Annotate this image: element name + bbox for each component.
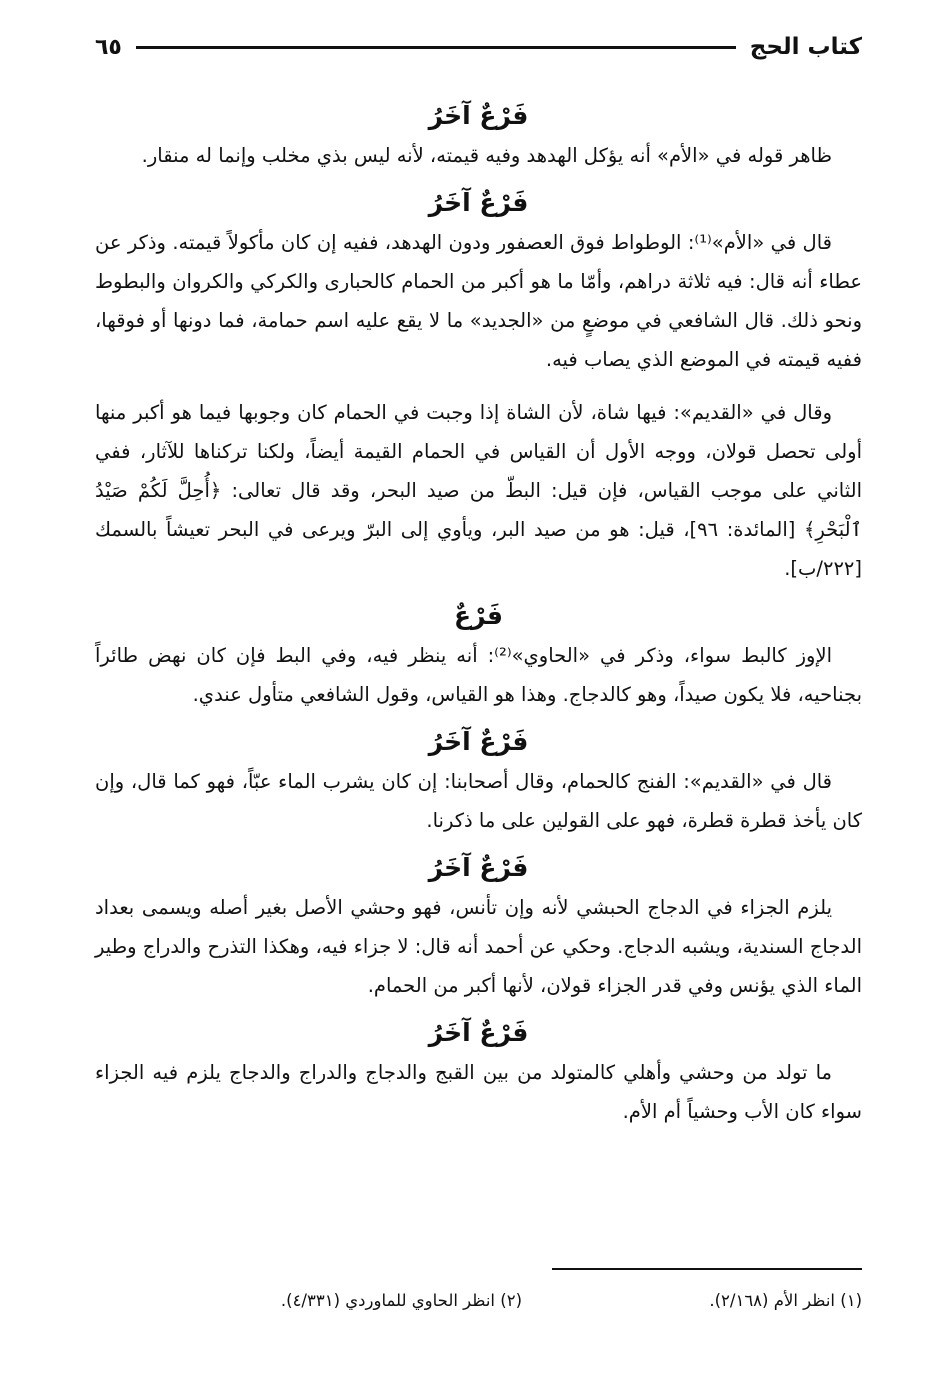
section-5 [95,852,862,1005]
section-heading: فَرْعٌ [454,601,503,630]
paragraph: وقال في «القديم»: فيها شاة، لأن الشاة إذا وجبت في الحمام كان وجوبها فيما هو أكبر منها أولى تحصل قولان، ووجه الأول أن القياس في الحمام القيمة أيضاً، ولكنا تركناها للآثار، ففي الثاني على موجب القياس، فإن قيل: البطّ من صيد البحر، وقد قال تعالى: ﴿أُحِلَّ لَكُمْ صَيْدُ ٱلْبَحْرِ﴾ [المائدة: ٩٦]، قيل: هو من صيد البر، ويأوي إلى البرّ ويرعى في البحر تعيشاً بالسمك [٢٢٢/ب]. [95,401,862,580]
running-title: كتاب الحج [749,34,862,60]
page-number: ٦٥ [95,34,122,60]
paragraph: يلزم الجزاء في الدجاج الحبشي لأنه وإن تأنس، فهو وحشي الأصل بغير أصله ويسمى بعداد الدجاج السندية، ويشبه الدجاج. وحكي عن أحمد أنه قال: لا جزاء فيه، وهكذا التذرح والدراج وطير الماء الذي يؤنس وفي قدر الجزاء قولان، لأنها أكبر من الحمام. [95,896,862,997]
paragraph: قال في «الأم»⁽¹⁾: الوطواط فوق العصفور ودون الهدهد، ففيه إن كان مأكولاً قيمته. وذكر عن عطاء أنه قال: فيه ثلاثة دراهم، وأمّا ما هو أكبر من الحمام كالحبارى والكركي والكروان والبطوط ونحو ذلك. قال الشافعي في موضعٍ من «الجديد» ما لا يقع عليه اسم حمامة، فما دونها أو فوقها، ففيه قيمته في الموضع الذي يصاب فيه. [95,231,862,371]
section-heading: فَرْعٌ آخَرُ [428,727,529,756]
footnote-2: (٢) انظر الحاوي للماوردي (٤/٣٣١). [280,1291,522,1310]
paragraph: الإوز كالبط سواء، وذكر في «الحاوي»⁽²⁾: أنه ينظر فيه، وفي البط فإن كان نهض طائراً بجناحيه، فلا يكون صيداً، وهو كالدجاج. وهذا هو القياس، وقول الشافعي متأول عندي. [95,644,862,706]
section-2 [95,187,862,588]
footnotes [95,1288,862,1314]
section-4 [95,726,862,840]
paragraph: ما تولد من وحشي وأهلي كالمتولد من بين القبج والدجاج والدراج والدجاج يلزم فيه الجزاء سواء كان الأب وحشياً أم الأم. [95,1061,862,1123]
paragraph: ظاهر قوله في «الأم» أنه يؤكل الهدهد وفيه قيمته، لأنه ليس بذي مخلب وإنما له منقار. [141,144,832,167]
section-heading: فَرْعٌ آخَرُ [428,853,529,882]
section-heading: فَرْعٌ آخَرُ [428,101,529,130]
section-heading: فَرْعٌ آخَرُ [428,1018,529,1047]
header-rule [136,46,736,49]
section-6 [95,1017,862,1131]
paragraph: قال في «القديم»: الفنج كالحمام، وقال أصحابنا: إن كان يشرب الماء عبّاً، فهو كما قال، وإن كان يأخذ قطرة قطرة، فهو على القولين على ما ذكرنا. [95,770,862,832]
section-3 [95,600,862,714]
section-1 [95,100,862,175]
page-header [95,30,862,64]
footnote-1: (١) انظر الأم (٢/١٦٨). [709,1291,862,1310]
footnote-rule [552,1268,862,1270]
section-heading: فَرْعٌ آخَرُ [428,188,529,217]
